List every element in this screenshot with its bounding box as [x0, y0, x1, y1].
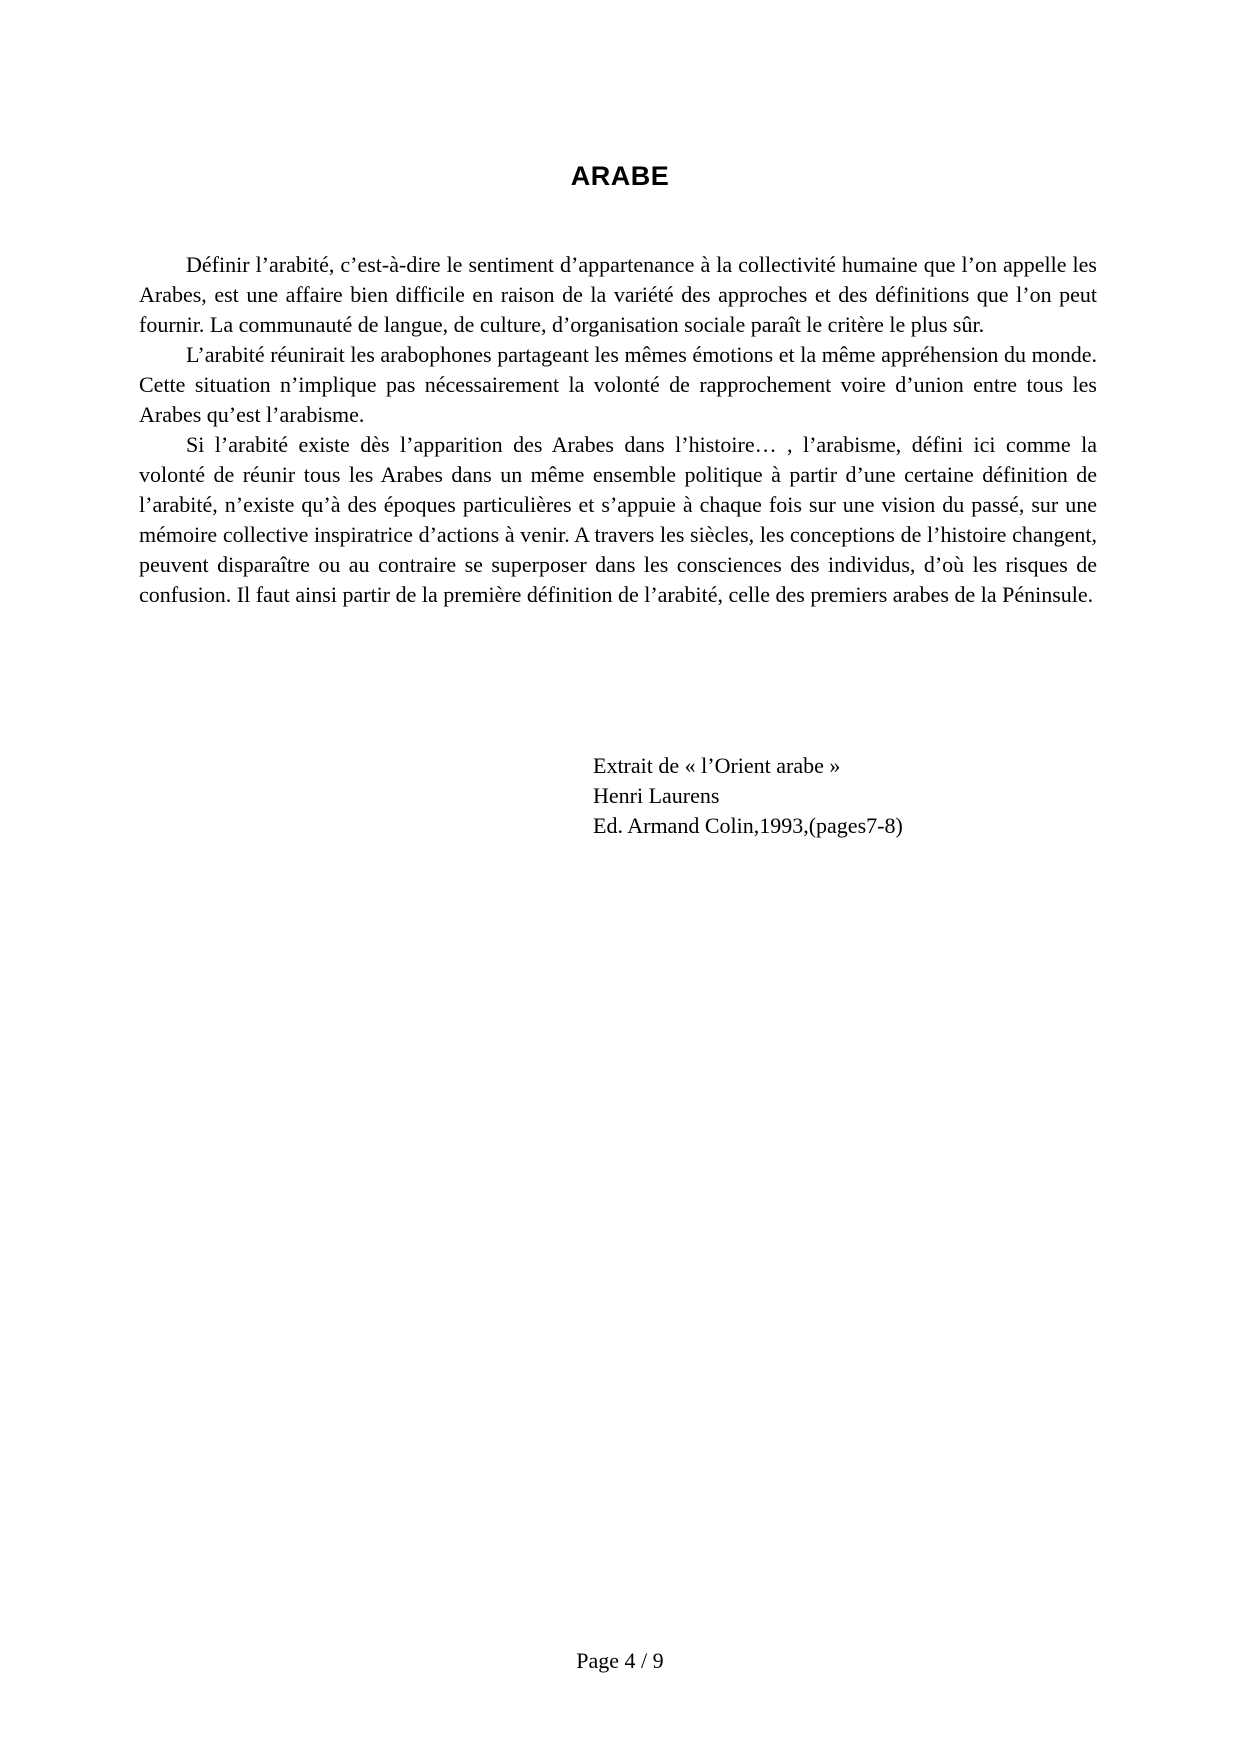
paragraph-arabite-arabophones: L’arabité réunirait les arabophones partageant les mêmes émotions et la même appréhension du monde. Cette situation n’implique pas nécessairement la volonté de rapprochement voire d’union entre tous les Arabes qu’est l’arabisme.	[139, 342, 1097, 427]
page-title: ARABE	[570, 161, 670, 192]
citation-author-line: Henri Laurens	[593, 783, 720, 808]
paragraph-definition-arabite: Définir l’arabité, c’est-à-dire le sentiment d’appartenance à la collectivité humaine que l’on appelle les Arabes, est une affaire bien difficile en raison de la variété des approches et des définitions que l’on peut fournir. La communauté de langue, de culture, d’organisation sociale paraît le critère le plus sûr.	[139, 252, 1097, 337]
paragraph-arabisme-histoire: Si l’arabité existe dès l’apparition des Arabes dans l’histoire… , l’arabisme, défini ici comme la volonté de réunir tous les Arabes dans un même ensemble politique à partir d’une certaine définition de l’arabité, n’existe qu’à des époques particulières et s’appuie à chaque fois sur une vision du passé, sur une mémoire collective inspiratrice d’actions à venir. A travers les siècles, les conceptions de l’histoire changent, peuvent disparaître ou au contraire se superposer dans les consciences des individus, d’où les risques de confusion. Il faut ainsi partir de la première définition de l’arabité, celle des premiers arabes de la Péninsule.	[139, 432, 1097, 607]
citation-block	[593, 751, 903, 841]
page-number: Page 4 / 9	[576, 1648, 664, 1673]
body-text	[139, 250, 1097, 610]
citation-source-line: Extrait de « l’Orient arabe »	[593, 753, 841, 778]
citation-edition-line: Ed. Armand Colin,1993,(pages7-8)	[593, 813, 903, 838]
